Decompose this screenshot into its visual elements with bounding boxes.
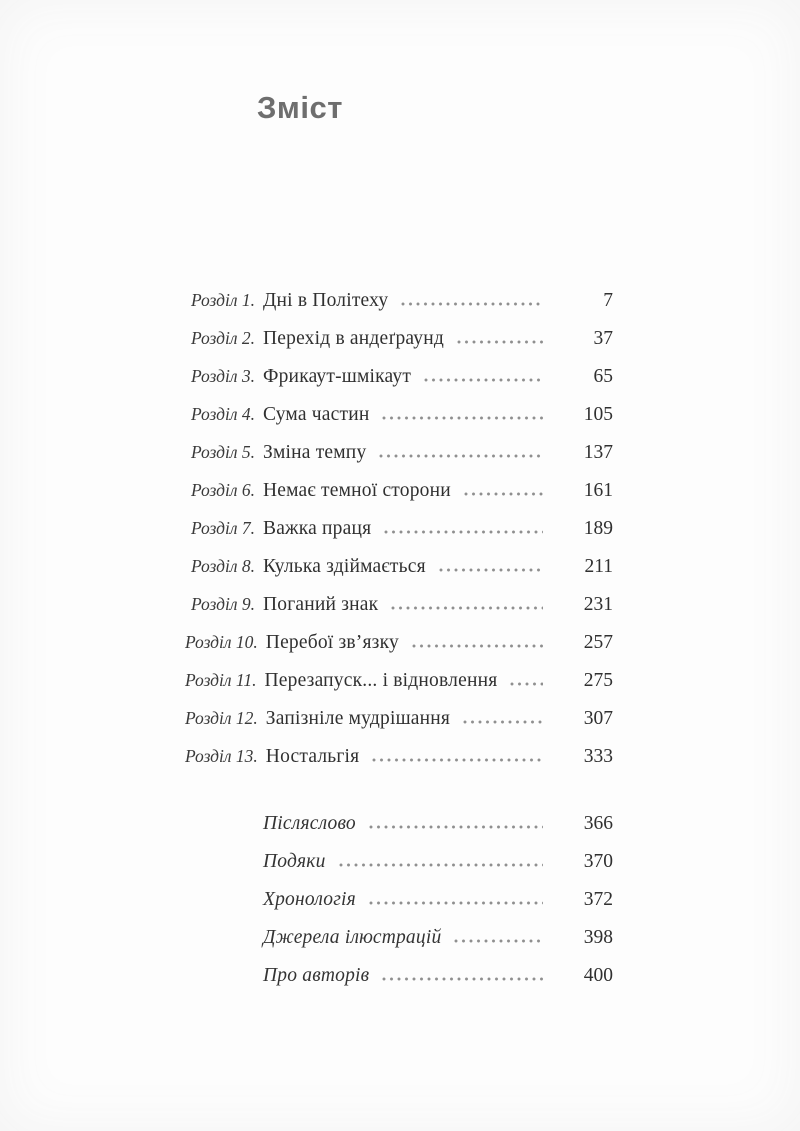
chapter-title: Ностальгія [265,746,360,767]
toc-entry [185,547,613,585]
chapter-page-number: 105 [583,404,613,425]
back-matter-page-number: 366 [583,813,613,834]
chapter-number-label: Розділ 10. [185,632,258,652]
chapter-title: Перехід в андеґраунд [263,328,444,349]
dot-leader [412,644,543,648]
chapter-title: Поганий знак [263,594,379,615]
toc-entry [185,699,613,737]
dot-leader [463,720,543,724]
back-matter-page-number: 400 [583,965,613,986]
chapter-page-number: 137 [583,442,613,463]
dot-leader [424,378,543,382]
chapter-number-label: Розділ 2. [190,328,255,348]
chapter-page-number: 231 [583,594,613,615]
chapter-number-label: Розділ 5. [190,442,255,462]
dot-leader [454,939,543,943]
toc-entry [185,357,613,395]
toc-entry [185,585,613,623]
toc-entry [185,509,613,547]
toc-entry [185,471,613,509]
chapter-number-label: Розділ 4. [190,404,255,424]
chapter-number-label: Розділ 7. [190,518,255,538]
chapter-title: Зміна темпу [263,442,367,463]
chapter-title: Важка праця [263,518,372,539]
chapter-title: Перезапуск... і відновлення [264,670,498,691]
toc-chapter-list [185,281,613,775]
toc-entry [185,433,613,471]
chapter-page-number: 7 [603,290,613,311]
back-matter-title: Хронологія [263,889,356,910]
dot-leader [382,416,543,420]
chapter-title: Сума частин [263,404,370,425]
dot-leader [401,302,543,306]
chapter-number-label: Розділ 1. [190,290,255,310]
chapter-page-number: 161 [583,480,613,501]
chapter-number-label: Розділ 3. [190,366,255,386]
chapter-title: Фрикаут-шмікаут [263,366,412,387]
dot-leader [457,340,543,344]
toc-entry [185,919,613,957]
back-matter-page-number: 372 [583,889,613,910]
dot-leader [372,758,543,762]
toc-entry [185,737,613,775]
toc-entry [185,881,613,919]
toc-entry [185,623,613,661]
chapter-number-label: Розділ 9. [190,594,255,614]
chapter-page-number: 37 [593,328,613,349]
chapter-page-number: 257 [583,632,613,653]
chapter-number-label: Розділ 12. [185,708,258,728]
back-matter-page-number: 398 [583,927,613,948]
dot-leader [384,530,543,534]
chapter-title: Кулька здіймається [263,556,426,577]
chapter-number-label: Розділ 8. [190,556,255,576]
toc-entry [185,957,613,995]
back-matter-title: Післяслово [263,813,356,834]
chapter-number-label: Розділ 11. [185,670,257,690]
toc-entry [185,661,613,699]
chapter-title: Немає темної сторони [263,480,451,501]
dot-leader [369,825,543,829]
toc-entry [185,843,613,881]
chapter-page-number: 65 [593,366,613,387]
dot-leader [510,682,543,686]
dot-leader [439,568,543,572]
chapter-number-label: Розділ 6. [190,480,255,500]
dot-leader [339,863,543,867]
toc-entry [185,395,613,433]
back-matter-page-number: 370 [583,851,613,872]
chapter-page-number: 307 [583,708,613,729]
chapter-title: Дні в Політеху [263,290,389,311]
dot-leader [464,492,543,496]
chapter-title: Перебої зв’язку [265,632,399,653]
toc-back-matter-list [185,805,613,995]
chapter-page-number: 275 [583,670,613,691]
toc-entry [185,281,613,319]
dot-leader [382,977,543,981]
dot-leader [379,454,543,458]
dot-leader [391,606,543,610]
chapter-page-number: 211 [584,556,613,577]
chapter-title: Запізніле мудрішання [265,708,451,729]
dot-leader [369,901,543,905]
chapter-page-number: 189 [583,518,613,539]
chapter-number-label: Розділ 13. [185,746,258,766]
toc-entry [185,319,613,357]
back-matter-title: Подяки [263,851,326,872]
back-matter-title: Про авторів [263,965,370,986]
page-title: Зміст [257,90,343,125]
back-matter-title: Джерела ілюстрацій [263,927,442,948]
chapter-page-number: 333 [583,746,613,767]
toc-entry [185,805,613,843]
